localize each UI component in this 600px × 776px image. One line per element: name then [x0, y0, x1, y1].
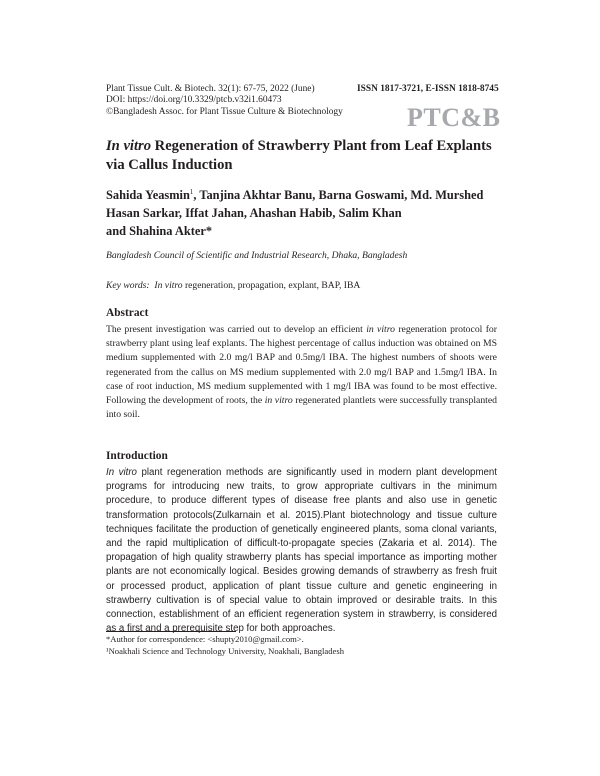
article-title	[106, 137, 496, 175]
abstract-heading: Abstract	[106, 307, 149, 319]
intro-italic: In vitro	[106, 467, 137, 478]
author-superscript: 1	[189, 188, 194, 196]
doi-label: DOI:	[106, 95, 128, 106]
keywords-label: Key words:	[106, 280, 150, 291]
footnote-divider	[106, 631, 236, 632]
issn: ISSN 1817-3721, E-ISSN 1818-8745	[357, 84, 499, 94]
keywords-italic: In vitro	[154, 280, 183, 291]
abstract-italic-2: in vitro	[264, 395, 293, 407]
introduction-body	[106, 466, 497, 636]
authors-line-1-rest: , Tanjina Akhtar Banu, Barna Goswami, Md. Murshed	[193, 188, 484, 203]
copyright-line: ©Bangladesh Assoc. for Plant Tissue Culture & Biotechnology	[106, 106, 343, 117]
footnote-correspondence: *Author for correspondence: <shupty2010@gmail.com>.	[106, 634, 304, 644]
abstract-text-2: regeneration protocol for strawberry plant using leaf explants. The highest percentage of callus induction was obtained on MS medium supplemented with 2.0 mg/l BAP and 0.5mg/l IBA. The highest numbers of shoots were regenerated from the callus on MS medium supplemented with 2.0 mg/l BAP and 1.5mg/l IBA. In case of root induction, MS medium supplemented with 1 mg/l IBA was found to be most effective. Following the development of roots, the	[106, 324, 497, 407]
abstract-text-1: The present investigation was carried out to develop an efficient	[106, 324, 367, 335]
footnote-affiliation: ¹Noakhali Science and Technology University, Noakhali, Bangladesh	[106, 646, 345, 656]
first-author: Sahida Yeasmin	[106, 188, 190, 203]
keywords-rest: regeneration, propagation, explant, BAP, IBA	[182, 280, 361, 291]
abstract-body	[106, 323, 497, 422]
journal-citation: Plant Tissue Cult. & Biotech. 32(1): 67-75, 2022 (June)	[106, 84, 315, 94]
affiliation: Bangladesh Council of Scientific and Industrial Research, Dhaka, Bangladesh	[106, 250, 408, 261]
title-rest: Regeneration of Strawberry Plant from Leaf Explants via Callus Induction	[106, 138, 492, 173]
title-italic: In vitro	[106, 138, 152, 154]
doi-link[interactable]: https://doi.org/10.3329/ptcb.v32i1.60473	[127, 95, 282, 106]
author-line-1	[106, 183, 498, 204]
keywords	[106, 280, 496, 291]
intro-text: plant regeneration methods are significantly used in modern plant development programs for introducing new traits, to grow appropriate cultivars in the minimum procedure, to produce different types of disease free plants and also use in genetic transformation protocols(Zulkarnain et al. 2015).Plant biotechnology and tissue culture techniques facilitate the production of genetically engineered plants, soma clonal variants, and the rapid multiplication of difficult-to-propagate species (Zakaria et al. 2014). The propagation of high quality strawberry plants has special importance as importing mother plants are not economically logical. Besides growing demands of strawberry as fresh fruit or processed product, application of plant tissue culture and genetic engineering in strawberry cultivation is of special value to obtain improved or desirable traits. In this connection, establishment of an efficient regeneration system in strawberry, is considered as a first and a prerequisite step for both approaches.	[106, 467, 497, 635]
journal-header	[106, 84, 366, 118]
introduction-heading: Introduction	[106, 450, 168, 462]
author-line-2: Hasan Sarkar, Iffat Jahan, Ahashan Habib, Salim Khan	[106, 206, 402, 221]
author-list	[106, 183, 498, 240]
journal-logo: PTC&B	[407, 103, 501, 132]
doi-line	[106, 95, 366, 106]
abstract-italic-1: in vitro	[366, 324, 395, 335]
author-line-3: and Shahina Akter*	[106, 224, 213, 239]
abstract-text-3: regenerated plantlets were successfully transplanted into soil.	[106, 395, 497, 421]
